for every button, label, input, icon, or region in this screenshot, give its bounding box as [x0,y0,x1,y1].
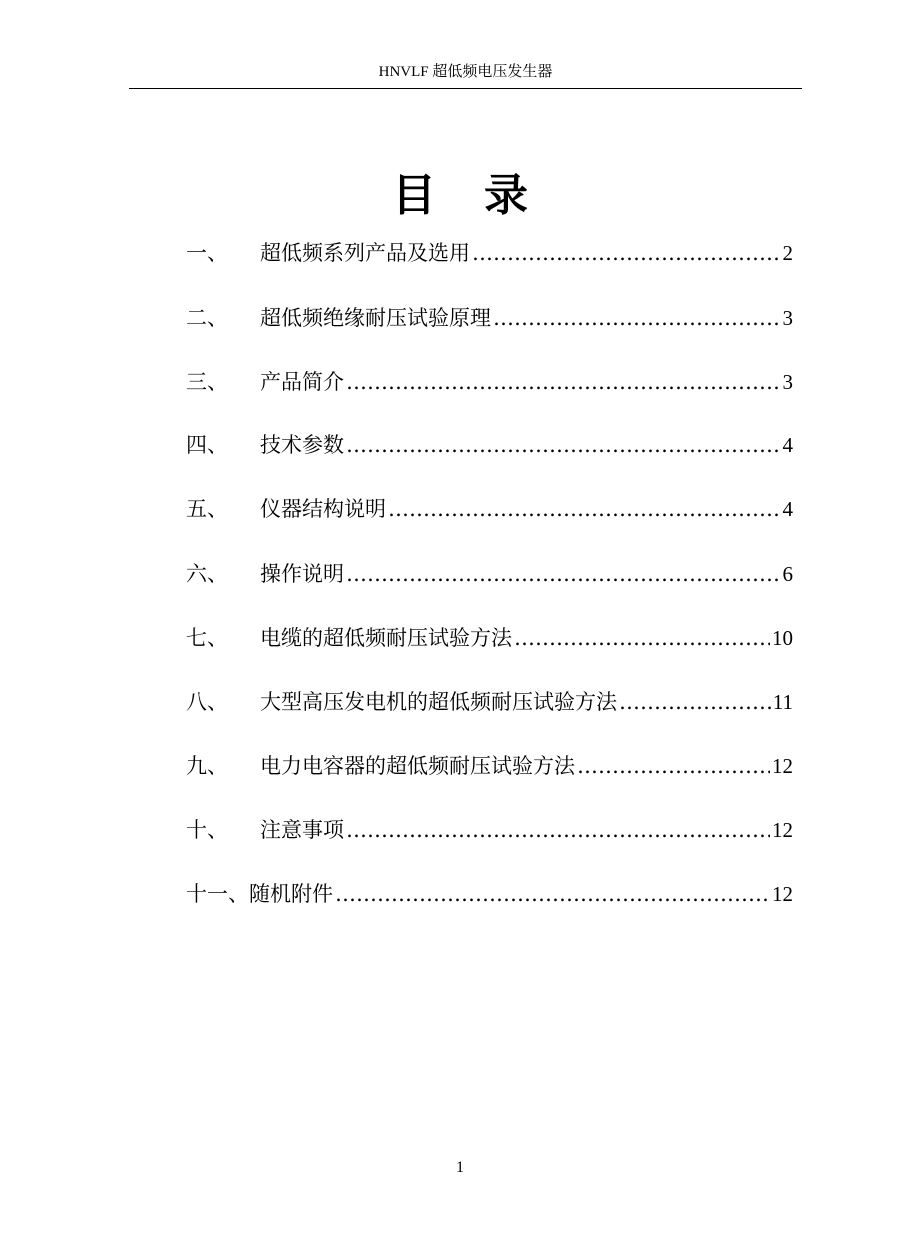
toc-entry-label: 仪器结构说明 [260,497,386,521]
toc-entry-page: 2 [782,241,793,265]
toc-entry-number: 六、 [186,562,228,586]
toc-entry-page: 3 [782,370,793,394]
toc-entry-page: 12 [772,754,793,778]
toc-entry-number: 七、 [186,626,228,650]
toc-leader-dots [493,302,781,334]
toc-entry-2[interactable] [186,302,793,334]
toc-entry-label: 超低频系列产品及选用 [260,241,470,265]
toc-entry-7[interactable] [186,622,793,654]
toc-entry-label: 超低频绝缘耐压试验原理 [260,306,491,330]
toc-entry-number: 八、 [186,690,228,714]
toc-entry-label: 产品简介 [260,370,344,394]
toc-entry-9[interactable] [186,750,793,782]
page-number: 1 [456,1159,464,1176]
toc-entry-number: 十、 [186,818,228,842]
toc-entry-label: 大型高压发电机的超低频耐压试验方法 [260,690,617,714]
toc-leader-dots [346,558,781,590]
toc-leader-dots [619,686,771,718]
toc-entry-number: 二、 [186,306,228,330]
toc-entry-8[interactable] [186,686,793,718]
toc-entry-3[interactable] [186,366,793,398]
toc-entry-number: 十一、 [186,882,249,906]
toc-entry-label: 技术参数 [260,433,344,457]
toc-entry-page: 10 [772,626,793,650]
toc-entry-number: 四、 [186,433,228,457]
toc-entry-page: 12 [772,882,793,906]
toc-entry-label: 注意事项 [260,818,344,842]
toc-leader-dots [346,366,781,398]
toc-entry-page: 11 [772,690,793,714]
toc-entry-label: 操作说明 [260,562,344,586]
toc-leader-dots [577,750,770,782]
toc-entry-10[interactable] [186,814,793,846]
toc-entry-6[interactable] [186,558,793,590]
toc-entry-page: 12 [772,818,793,842]
toc-entry-page: 4 [782,433,793,457]
toc-entry-page: 3 [782,306,793,330]
toc-entry-page: 6 [782,562,793,586]
toc-entry-page: 4 [782,497,793,521]
toc-leader-dots [346,814,770,846]
toc-leader-dots [346,429,781,461]
toc-leader-dots [472,237,781,269]
toc-leader-dots [335,878,770,910]
toc-entry-number: 五、 [186,497,228,521]
toc-leader-dots [388,493,781,525]
toc-leader-dots [514,622,770,654]
title-char-1: 目 [392,170,436,221]
toc-entry-4[interactable] [186,429,793,461]
toc-entry-label: 随机附件 [249,882,333,906]
toc-entry-label: 电缆的超低频耐压试验方法 [260,626,512,650]
toc-entry-number: 九、 [186,754,228,778]
toc-entry-5[interactable] [186,493,793,525]
toc-entry-label: 电力电容器的超低频耐压试验方法 [260,754,575,778]
toc-entry-number: 一、 [186,241,228,265]
title-char-2: 录 [484,170,528,221]
toc-entry-1[interactable] [186,237,793,269]
toc-entry-11[interactable] [186,878,793,910]
toc-entry-number: 三、 [186,370,228,394]
running-header: HNVLF 超低频电压发生器 [378,64,553,80]
